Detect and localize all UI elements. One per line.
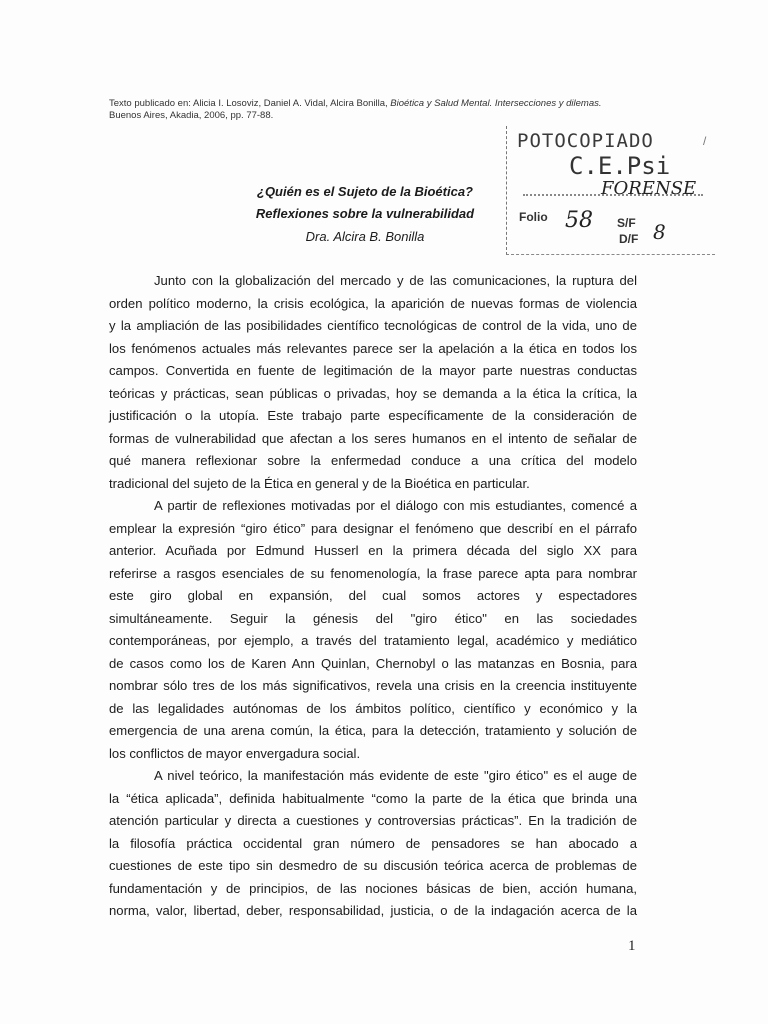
article-author: Dra. Alcira B. Bonilla [305,229,425,244]
article-title-block [200,181,530,248]
body-line: norma, valor, libertad, deber, responsabilidad, justicia, o de la indagación acerca de la [109,903,637,918]
body-line: este giro global en expansión, del cual somos actores y espectadores [109,588,637,603]
body-line: campos. Convertida en fuente de legitimación de la mayor parte nuestras conductas [109,363,637,378]
body-line: contemporáneas, por ejemplo, a través del tratamiento legal, académico y mediático [109,633,637,648]
body-line: anterior. Acuñada por Edmund Husserl en la primera década del siglo XX para [109,543,637,558]
citation-line-2: Buenos Aires, Akadia, 2006, pp. 77-88. [109,110,274,121]
body-line: formas de vulnerabilidad que afectan a los seres humanos en el intento de señalar de [109,430,637,446]
body-line: Junto con la globalización del mercado y de las comunicaciones, la ruptura del [154,273,637,288]
article-title: ¿Quién es el Sujeto de la Bioética? [257,184,473,199]
citation-text: Texto publicado en: Alicia I. Losoviz, Daniel A. Vidal, Alcira Bonilla, [109,98,391,109]
body-line: A partir de reflexiones motivadas por el diálogo con mis estudiantes, comencé a [154,498,637,513]
stamp-sf-label: S/F [617,216,636,230]
stamp-handwritten-label: FORENSE [601,178,697,199]
article-subtitle: Reflexiones sobre la vulnerabilidad [255,206,475,221]
body-line: teóricas y prácticas, sean públicas o privadas, hoy se demanda a la ética la crítica, la [109,385,637,401]
body-line: nombrar sólo tres de los más significativos, revela una crisis en la creencia instituyente [109,678,637,693]
body-line: orden político moderno, la crisis ecológica, la aparición de nuevas formas de violencia [109,295,637,311]
stamp-organization: C.E.Psi [569,152,671,180]
body-line: referirse a rasgos esenciales de su fenomenología, la frase parece apta para nombrar [109,565,637,581]
body-line: fundamentación y de principios, de las nociones básicas de bien, acción humana, [109,880,637,896]
body-line: cuestiones de este tipo sin desmedro de su discusión teórica acerca de problemas de [109,858,637,873]
body-line: de casos como los de Karen Ann Quinlan, Chernobyl o las matanzas en Bosnia, para [109,655,637,671]
body-line: y la ampliación de las posibilidades científico tecnológicas de control de la vida, uno de [109,318,637,333]
body-line: la “ética aplicada”, definida habitualmente “como la parte de la ética que brinda una [109,790,637,806]
body-text [109,270,637,923]
citation-book-title: Bioética y Salud Mental. Intersecciones y dilemas. [390,98,602,109]
archive-stamp [506,126,715,255]
stamp-header: POTOCOPIADO [517,130,654,152]
page-number: 1 [628,938,636,954]
publication-citation [109,98,669,122]
stamp-folio-label: Folio [519,210,548,224]
stamp-df-number: 8 [653,220,666,244]
body-line: emergencia de una arena común, la ética, para la detección, tratamiento y solución de [109,723,637,738]
stamp-folio-number: 58 [565,208,593,233]
body-line: A nivel teórico, la manifestación más evidente de este "giro ético" es el auge de [154,768,637,783]
body-line: qué manera reflexionar sobre la enfermedad conduce a una crítica del modelo [109,453,637,468]
body-line: de las legalidades autónomas de los ámbitos político, científico y económico y la [109,700,637,716]
body-line: la filosofía práctica occidental gran número de pensadores se han abocado a [109,835,637,851]
body-line: atención particular y directa a cuestiones y controversias prácticas”. En la tradición de [109,813,637,828]
body-line: justificación o la utopía. Este trabajo parte específicamente de la consideración de [109,408,637,423]
stamp-mark: / [703,134,707,148]
body-line: los conflictos de mayor envergadura social. [109,745,361,761]
body-line: simultáneamente. Seguir la génesis del "giro ético" en las sociedades [109,610,637,626]
body-line: emplear la expresión “giro ético” para designar el fenómeno que describí en el párrafo [109,520,637,536]
body-line: los fenómenos actuales más relevantes parece ser la apelación a la ética en todos los [109,340,637,356]
stamp-dotted-line [523,194,703,196]
stamp-df-label: D/F [619,232,639,246]
citation-line-1 [109,98,669,110]
body-line: tradicional del sujeto de la Ética en general y de la Bioética en particular. [109,475,530,491]
